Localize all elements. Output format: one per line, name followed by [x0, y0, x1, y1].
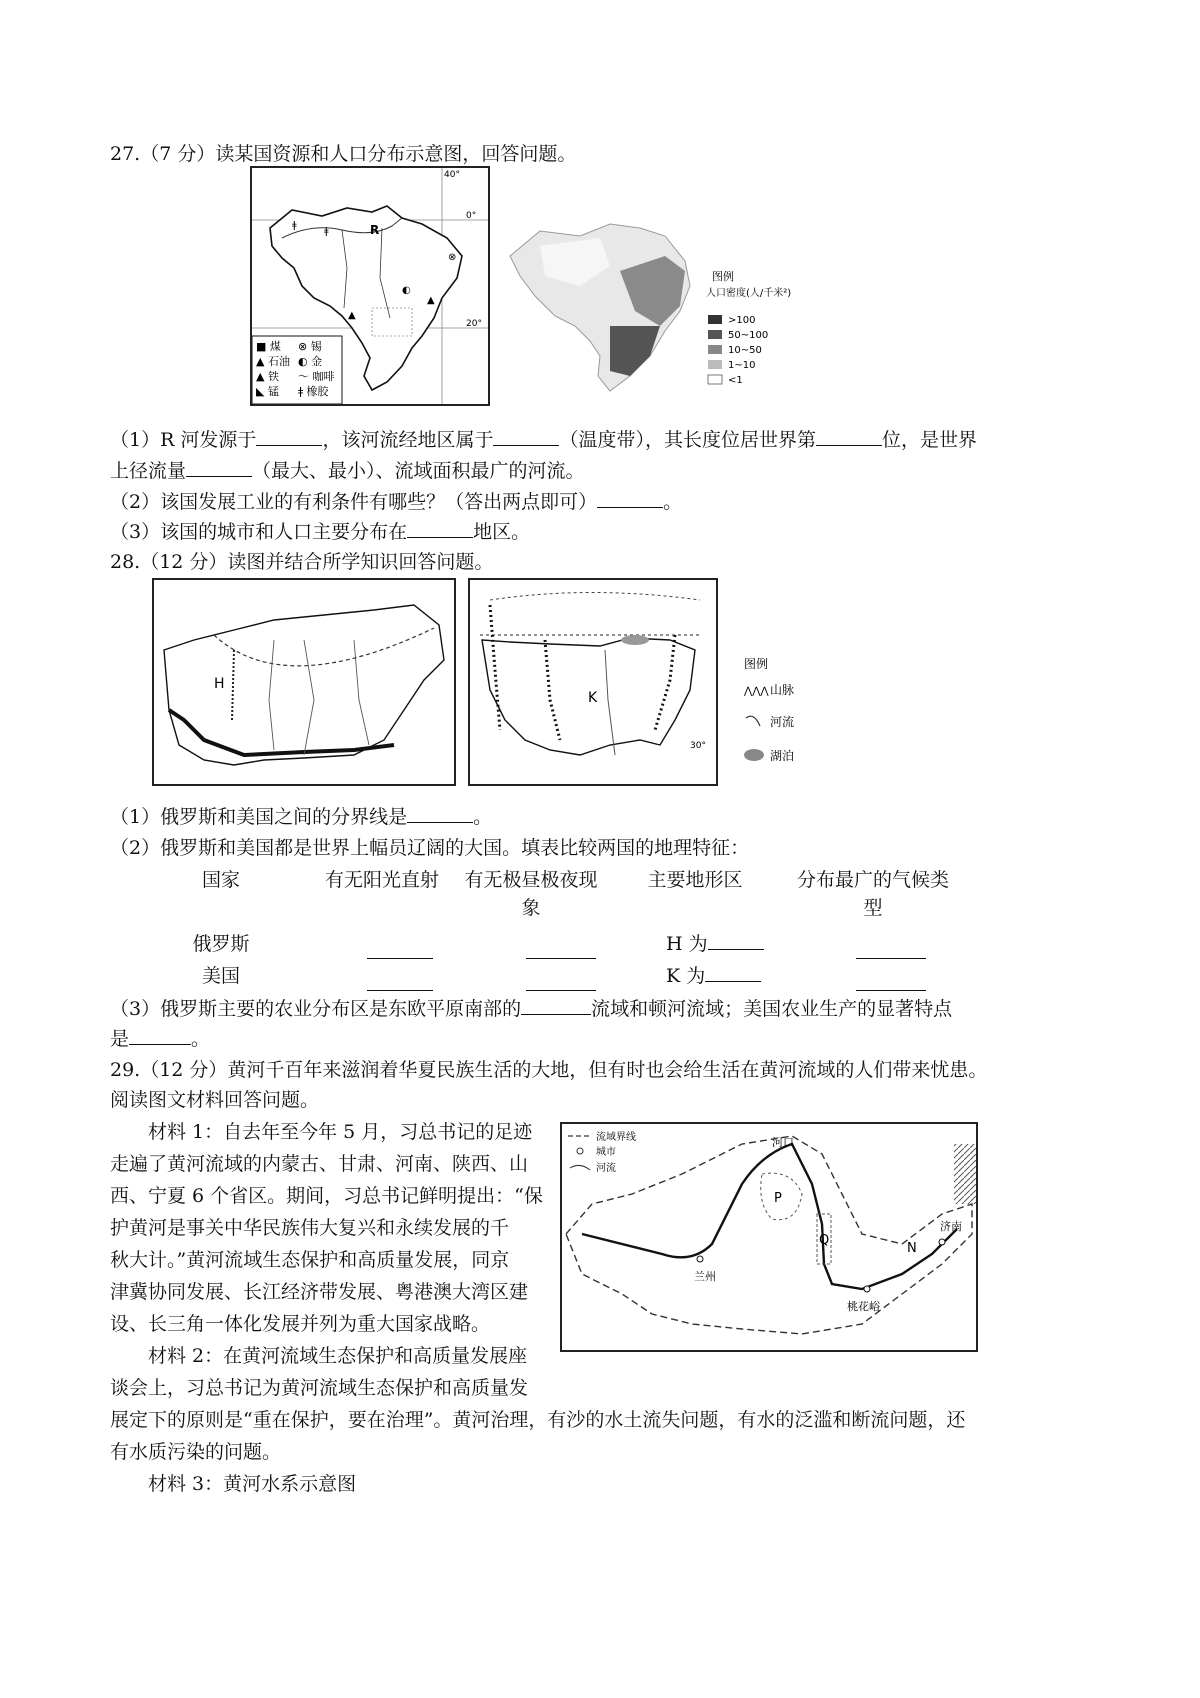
legend-basin: 流域界线 — [596, 1132, 636, 1143]
blank-temp-zone[interactable] — [493, 427, 559, 446]
legend-oil: ▲ 石油 — [256, 355, 290, 368]
legend-river-yr: 河流 — [596, 1163, 616, 1174]
q27-s2-a: （2）该国发展工业的有利条件有哪些？（答出两点即可） — [110, 491, 598, 513]
m1-line-5: 津冀协同发展、长江经济带发展、粤港澳大湾区建 — [110, 1281, 529, 1303]
q28-legend-svg — [742, 652, 812, 772]
q28-s3-c: 是 — [110, 1028, 130, 1050]
russia-map — [152, 578, 456, 786]
blank-russia-climate[interactable] — [856, 940, 926, 963]
lake-legend-icon — [744, 749, 764, 761]
q27-s3 — [110, 518, 530, 546]
th-climate-2: 型 — [863, 897, 883, 919]
pop-legend-1: >100 — [728, 315, 756, 326]
blank-usa-k[interactable] — [705, 963, 761, 982]
resource-map-svg — [252, 168, 488, 404]
pop-legend-title: 图例 — [712, 270, 734, 283]
pop-legend-4: 1~10 — [728, 360, 756, 371]
q28-s3-a: （3）俄罗斯主要的农业分布区是东欧平原南部的 — [110, 998, 522, 1020]
legend-mn: ◣ 锰 — [256, 385, 279, 398]
blank-russia-h[interactable] — [708, 931, 764, 950]
legend-rubber: ǂ 橡胶 — [298, 385, 329, 398]
label-n: N — [907, 1241, 917, 1256]
q27-s1-line1 — [110, 426, 977, 454]
q27-s1-e: 上径流量 — [110, 460, 187, 482]
q27-s1-a: （1）R 河发源于 — [110, 429, 257, 451]
pop-legend-2: 50~100 — [728, 330, 769, 341]
iron-symbol: ▲ — [427, 295, 435, 306]
q27-s1-c: （温度带），其长度位居世界第 — [559, 429, 816, 451]
q27-s3-a: （3）该国的城市和人口主要分布在 — [110, 521, 408, 543]
q27-header: 27.（7 分）读某国资源和人口分布示意图，回答问题。 — [110, 143, 577, 165]
rubber-symbol: ǂ — [292, 220, 297, 231]
q28-s3-line2 — [110, 1025, 210, 1053]
row-russia-h-label: H 为 — [666, 933, 708, 955]
th-landform: 主要地形区 — [647, 869, 743, 891]
m1-line-4: 秋大计。”黄河流域生态保护和高质量发展，同京 — [110, 1249, 510, 1271]
m2-line-1: 谈会上，习总书记为黄河流域生态保护和高质量发 — [110, 1377, 529, 1399]
q28-s1-a: （1）俄罗斯和美国之间的分界线是 — [110, 806, 408, 828]
pop-legend-3: 10~50 — [728, 345, 762, 356]
pop-legend-swatch-1 — [708, 315, 722, 324]
q28-header: 28.（12 分）读图并结合所学知识回答问题。 — [110, 551, 494, 573]
label-hekou: 河口 — [772, 1136, 794, 1149]
blank-russia-polar[interactable] — [526, 940, 596, 963]
oil-symbol: ▲ — [348, 310, 356, 321]
th-country: 国家 — [201, 869, 240, 891]
gold-symbol: ◐ — [402, 285, 411, 296]
m2-full-2: 有水质污染的问题。 — [110, 1441, 282, 1463]
blank-usa-climate[interactable] — [856, 972, 926, 995]
q28-s3-d: 。 — [191, 1028, 211, 1050]
pop-legend-swatch-3 — [708, 345, 722, 354]
usa-map-svg — [470, 580, 716, 784]
legend-lake: 湖泊 — [770, 749, 795, 763]
pop-legend-swatch-2 — [708, 330, 722, 339]
q27-s1-f: （最大、最小）、流域面积最广的河流。 — [252, 460, 585, 482]
city-jinan — [939, 1239, 945, 1245]
label-q: Q — [819, 1233, 830, 1248]
rubber-symbol-2: ǂ — [324, 226, 329, 237]
pop-legend-swatch-5 — [708, 375, 722, 384]
label-lanzhou: 兰州 — [694, 1270, 716, 1283]
sea-area — [954, 1144, 976, 1204]
row-russia-name: 俄罗斯 — [192, 933, 250, 955]
row-usa-k-label: K 为 — [666, 965, 706, 987]
pop-legend-5: <1 — [728, 375, 743, 386]
blank-source[interactable] — [256, 427, 322, 446]
blank-rank[interactable] — [816, 427, 882, 446]
m1-line-2: 西、宁夏 6 个省区。期间，习总书记鲜明提出：“保 — [110, 1185, 543, 1207]
label-h: H — [214, 676, 225, 692]
city-lanzhou — [697, 1256, 703, 1262]
m1-line-0: 材料 1：自去年至今年 5 月，习总书记的足迹 — [148, 1121, 533, 1143]
legend-coal: ■ 煤 — [256, 340, 281, 353]
resource-map — [250, 166, 490, 406]
blank-usa-sun[interactable] — [367, 972, 433, 995]
th-climate: 分布最广的气候类 — [796, 869, 949, 891]
label-k: K — [588, 690, 598, 706]
lat-bottom: 20° — [466, 319, 482, 329]
city-taohuayu — [864, 1286, 870, 1292]
pop-legend-sub: 人口密度(人/千米²) — [706, 288, 792, 299]
q28-s1 — [110, 803, 492, 831]
river-icon — [570, 1165, 590, 1170]
blank-usa-polar[interactable] — [526, 972, 596, 995]
population-map — [500, 176, 840, 406]
yellow-river-map-svg — [562, 1124, 976, 1350]
great-lakes — [621, 635, 649, 645]
legend-gold: ◐ 金 — [298, 355, 323, 368]
th-polar: 有无极昼极夜现 — [464, 869, 598, 891]
river-legend-icon — [746, 716, 760, 726]
m2-line-0: 材料 2：在黄河流域生态保护和高质量发展座 — [148, 1345, 528, 1367]
tin-symbol: ⊗ — [448, 252, 457, 263]
blank-industry[interactable] — [597, 489, 663, 508]
q28-s2: （2）俄罗斯和美国都是世界上幅员辽阔的大国。填表比较两国的地理特征： — [110, 837, 750, 859]
m2-full-1: 展定下的原则是“重在保护，要在治理”。黄河治理，有沙的水土流失问题，有水的泛滥和断流问题，还 — [110, 1409, 966, 1431]
lat-top: 40° — [444, 170, 460, 180]
th-sun: 有无阳光直射 — [324, 869, 439, 891]
legend-coffee: 〜 咖啡 — [298, 370, 335, 383]
blank-river-basin[interactable] — [521, 996, 591, 1015]
q27-s1-line2 — [110, 457, 585, 485]
legend-city: 城市 — [596, 1147, 616, 1158]
row-russia-h — [666, 930, 764, 958]
q27-s2-b: 。 — [663, 491, 683, 513]
q28-s3-b: 流域和顿河流域；美国农业生产的显著特点 — [591, 998, 953, 1020]
legend-tin: ⊗ 锡 — [298, 340, 322, 353]
m1-line-6: 设、长三角一体化发展并列为重大国家战略。 — [110, 1313, 491, 1335]
canada-line — [490, 593, 700, 601]
legend-mountain: 山脉 — [770, 683, 795, 697]
blank-agri-feature[interactable] — [129, 1026, 191, 1045]
row-usa-k — [666, 962, 761, 990]
m1-line-3: 护黄河是事关中华民族伟大复兴和永续发展的千 — [110, 1217, 510, 1239]
city-icon — [577, 1148, 583, 1154]
river-r-label: R — [370, 223, 380, 237]
blank-russia-sun[interactable] — [367, 940, 433, 963]
q27-s1-d: 位，是世界 — [881, 429, 977, 451]
q27-s2 — [110, 488, 682, 516]
basin-boundary — [566, 1136, 972, 1334]
row-usa-name: 美国 — [201, 965, 240, 987]
label-p: P — [774, 1191, 782, 1206]
blank-runoff[interactable] — [186, 458, 252, 477]
q28-s1-b: 。 — [473, 806, 493, 828]
russia-map-svg — [154, 580, 454, 784]
label-taohuayu: 桃花峪 — [847, 1300, 880, 1313]
q29-header-1: 29.（12 分）黄河千百年来滋润着华夏民族生活的大地，但有时也会给生活在黄河流域的人们带来忧患。 — [110, 1059, 988, 1081]
legend-river: 河流 — [770, 715, 795, 729]
m3-line: 材料 3：黄河水系示意图 — [148, 1473, 357, 1495]
q27-s1-b: ，该河流经地区属于 — [322, 429, 494, 451]
blank-boundary[interactable] — [407, 804, 473, 823]
blank-pop-region[interactable] — [407, 519, 473, 538]
population-map-svg — [500, 176, 840, 406]
q28-legend — [742, 652, 812, 772]
pop-legend-swatch-4 — [708, 360, 722, 369]
mountain-legend-icon: ⋀⋀⋀ — [744, 686, 769, 697]
usa-lat: 30° — [690, 741, 706, 751]
legend-iron: ▲ 铁 — [256, 370, 279, 383]
th-polar-2: 象 — [521, 897, 541, 919]
q28-legend-title: 图例 — [744, 657, 769, 671]
eq-label: 0° — [466, 211, 477, 221]
usa-map — [468, 578, 718, 786]
q27-s3-b: 地区。 — [473, 521, 531, 543]
label-jinan: 济南 — [940, 1220, 962, 1233]
m1-line-1: 走遍了黄河流域的内蒙古、甘肃、河南、陕西、山 — [110, 1153, 529, 1175]
q29-header-2: 阅读图文材料回答问题。 — [110, 1089, 320, 1111]
yellow-river-map — [560, 1122, 978, 1352]
q28-s3-line1 — [110, 995, 952, 1023]
